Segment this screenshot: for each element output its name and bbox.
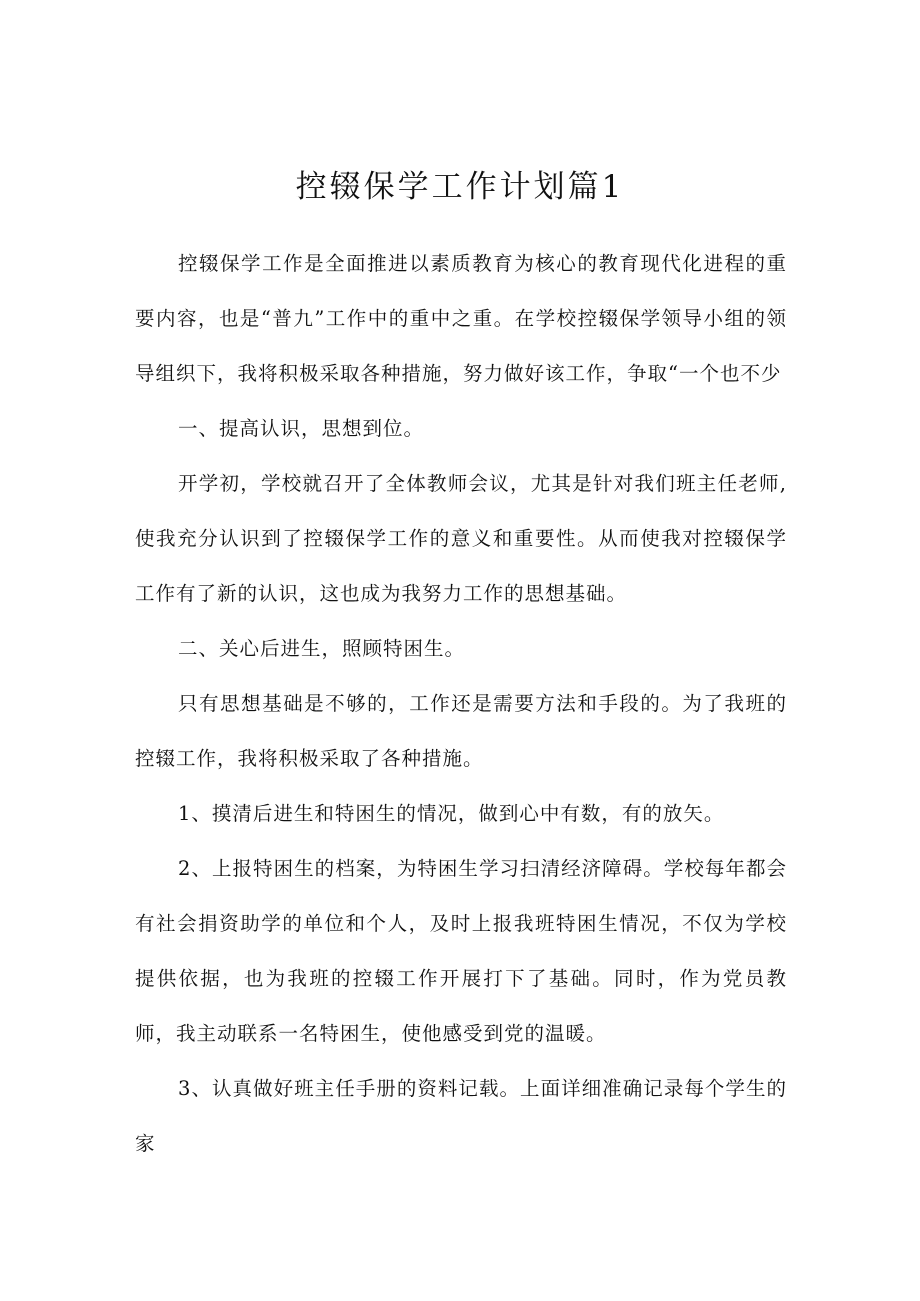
list-item-3: 3、认真做好班主任手册的资料记载。上面详细准确记录每个学生的家 [135,1077,787,1155]
paragraph-section-1: 开学初，学校就召开了全体教师会议，尤其是针对我们班主任老师,使我充分认识到了控辍保学工作的意义和重要性。从而使我对控辍保学工作有了新的认识，这也成为我努力工作的思想基础。 [135,472,787,605]
paragraph-intro: 控辍保学工作是全面推进以素质教育为核心的教育现代化进程的重要内容，也是“普九”工作中的重中之重。在学校控辍保学领导小组的领导组织下，我将积极采取各种措施，努力做好该工作，争取“一个也不少 [135,252,787,385]
paragraph-section-2: 只有思想基础是不够的，工作还是需要方法和手段的。为了我班的控辍工作，我将积极采取了各种措施。 [135,692,787,770]
section-heading-1: 一、提高认识，思想到位。 [178,417,425,440]
section-heading-2: 二、关心后进生，照顾特困生。 [178,637,466,660]
list-item-2: 2、上报特困生的档案，为特困生学习扫清经济障碍。学校每年都会有社会捐资助学的单位和个人，及时上报我班特困生情况，不仅为学校提供依据，也为我班的控辍工作开展打下了基础。同时，作为党员教师，我主动联系一名特困生，使他感受到党的温暖。 [135,857,787,1045]
list-item-1: 1、摸清后进生和特困生的情况，做到心中有数，有的放矢。 [178,802,725,825]
document-title: 控辍保学工作计划篇1 [295,169,625,205]
document-body [135,236,787,1171]
